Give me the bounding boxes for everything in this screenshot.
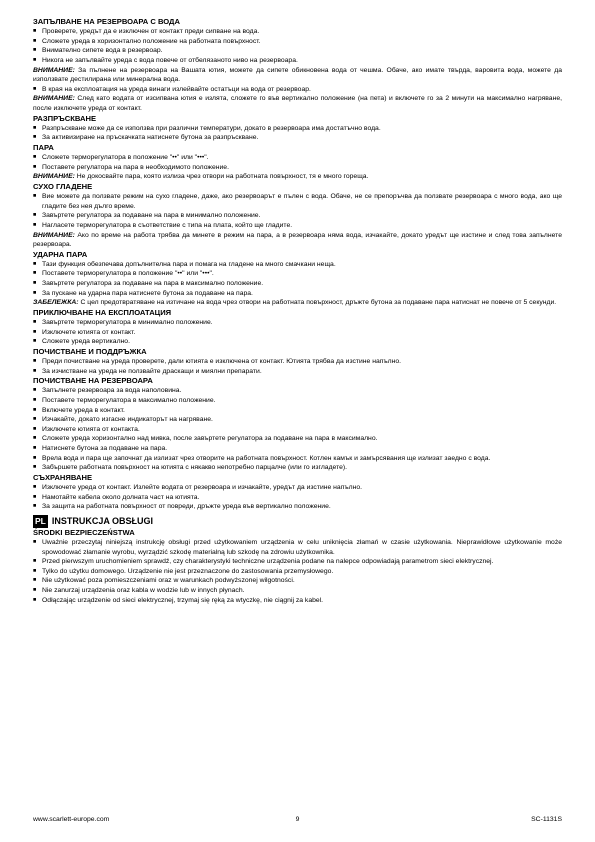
list-item: ■ Uważnie przeczytaj niniejszą instrukcję obsługi przed użytkowaniem urządzenia w celu uniknięcia złamań w czasie użytkowania. Nieprawidłowe użytkowanie może spowodować złamanie wyrobu, wyrządzić szkodę materialną lub szkodę na zdrowiu użytkownika. xyxy=(33,538,562,557)
section-title-storage: СЪХРАНЯВАНЕ xyxy=(33,472,93,482)
warning-text: За пълнене на резервоара на Вашата ютия, можете да сипете обикновена вода от чешма. Обаче, ако имате твърда, варовита вода, можете да използвате дестилирана или минерална вода. xyxy=(33,66,562,84)
list-item: ■ Odłączając urządzenie od sieci elektrycznej, trzymaj się ręką za wtyczkę, nie ciągnij za kabel. xyxy=(33,596,562,606)
warning-text: След като водата от изсипвана ютия е излята, сложете го във вертикално положение (на пета) и включете го за 2 минути на максимално нагряване, после изключете уреда от контакт. xyxy=(33,95,562,112)
list-item: ■ Изключете ютията от контакта. xyxy=(33,425,562,435)
list-item: ■ Nie użytkować poza pomieszczeniami oraz w warunkach podwyższonej wilgotności. xyxy=(33,576,562,586)
list-item: ■ Поставете терморегулатора в положение "••" или "•••". xyxy=(33,269,562,279)
list-item: ■ Tylko do użytku domowego. Urządzenie nie jest przeznaczone do zastosowania przemysłowego. xyxy=(33,567,562,577)
list-item: ■ За изчистване на уреда не ползвайте драскащи и миялни препарати. xyxy=(33,367,562,377)
instruction-title: INSTRUKCJA OBSŁUGI xyxy=(51,515,154,526)
warning-label: ВНИМАНИЕ: xyxy=(33,66,75,74)
document-page xyxy=(33,17,562,605)
warning-paragraph xyxy=(33,94,562,113)
warning-text: Не докосвайте пара, която излиза чрез отвори на работната повърхност, тя е много гореща. xyxy=(74,173,369,181)
list-item: ■ Преди почистване на уреда проверете, дали ютията е изключена от контакт. Ютията трябва да изстине напълно. xyxy=(33,357,562,367)
list-item: ■ Изчакайте, докато изгасне индикаторът на нагряване. xyxy=(33,415,562,425)
list-item: ■ Изключете ютията от контакт. xyxy=(33,328,562,338)
list-item: ■ За пускане на ударна пара натиснете бутона за подаване на пара. xyxy=(33,289,562,299)
list-item: ■ Сложете терморегулатора в положение "••" или "•••". xyxy=(33,153,562,163)
list-item: ■ Вие можете да ползвате режим на сухо гладене, даже, ако резервоарът е пълен с вода. Обаче, не се препоръчва да ползвате резервоара с много вода, ако ще гладите без нея дълго време. xyxy=(33,192,562,211)
section-title-dry-ironing: СУХО ГЛАДЕНЕ xyxy=(33,181,93,191)
warning-paragraph xyxy=(33,231,562,250)
section-title-safety: ŚRODKI BEZPIECZEŃSTWA xyxy=(33,527,135,537)
list-item: ■ Проверете, уредът да е изключен от контакт преди сипване на вода. xyxy=(33,27,562,37)
note-label: ЗАБЕЛЕЖКА: xyxy=(33,299,79,307)
list-item: ■ Сложете уреда вертикално. xyxy=(33,337,562,347)
section-title-cleaning: ПОЧИСТВАНЕ И ПОДДРЪЖКА xyxy=(33,346,147,356)
section-title-end-of-use: ПРИКЛЮЧВАНЕ НА ЕКСПЛОАТАЦИЯ xyxy=(33,307,172,317)
website-link[interactable]: www.scarlett-europe.com xyxy=(33,816,110,823)
list-item: ■ Тази функция обезпечава допълнителна пара и помага на гладене на много смачкани неща. xyxy=(33,260,562,270)
language-header-pl xyxy=(33,515,562,528)
warning-label: ВНИМАНИЕ: xyxy=(33,231,75,239)
list-item: ■ Сложете уреда хоризонтално над мивка, после завъртете регулатора за подаване на пара в максимално. xyxy=(33,434,562,444)
list-item: ■ Нагласете терморегулатора в съответствие с типа на плата, който ще гладите. xyxy=(33,221,562,231)
section-title-spraying: РАЗПРЪСКВАНЕ xyxy=(33,113,97,123)
model-number: SC-1131S xyxy=(531,816,562,823)
list-item: ■ Запълнете резервоара за вода наполовина. xyxy=(33,386,562,396)
list-item: ■ Завъртете терморегулатора в минимално положение. xyxy=(33,318,562,328)
list-item: ■ Никога не запълвайте уреда с вода повече от отбелязаното ниво на резервоара. xyxy=(33,56,562,66)
list-item: ■ Разпръскване може да се използва при различни температури, докато в резервоара има достатъчно вода. xyxy=(33,124,562,134)
list-item: ■ Внимателно сипете вода в резервоар. xyxy=(33,46,562,56)
warning-label: ВНИМАНИЕ: xyxy=(33,95,75,103)
section-title-steam: ПАРА xyxy=(33,142,54,152)
list-item: ■ Сложете уреда в хоризонтално положение на работната повърхност. xyxy=(33,37,562,47)
list-item: ■ Намотайте кабела около долната част на ютията. xyxy=(33,493,562,503)
page-number: 9 xyxy=(295,816,300,823)
list-item: ■ Nie zanurzaj urządzenia oraz kabla w wodzie lub w innych płynach. xyxy=(33,586,562,596)
list-item: ■ Завъртете регулатора за подаване на пара в максимално положение. xyxy=(33,279,562,289)
list-item: ■ Забършете работната повърхност на ютията с някакво непотребно парцалче (или го изгладете). xyxy=(33,463,562,473)
list-item: ■ Поставете регулатора на пара в необходимото положение. xyxy=(33,163,562,173)
list-item: ■ За активизиране на пръскачката натиснете бутона за разпръскване. xyxy=(33,133,562,143)
list-item: ■ В края на експлоатация на уреда винаги излейвайте остатъци на вода от резервоар. xyxy=(33,85,562,95)
warning-paragraph xyxy=(33,66,562,85)
list-item: ■ Przed pierwszym uruchomieniem sprawdź, czy charakterystyki techniczne urządzenia podane na nalepce odpowiadają parametrom sieci elektrycznej. xyxy=(33,557,562,567)
section-title-filling: ЗАПЪЛВАНЕ НА РЕЗЕРВОАРА С ВОДА xyxy=(33,17,180,26)
warning-label: ВНИМАНИЕ: xyxy=(33,173,75,181)
note-text: С цел предотвратяване на изтичане на вода чрез отвори на работната повърхност, дръжте бутона за подаване пара натиснат не повече от 5 секунди. xyxy=(78,299,557,307)
section-title-steam-burst: УДАРНА ПАРА xyxy=(33,249,88,259)
list-item: ■ Включете уреда в контакт. xyxy=(33,406,562,416)
list-item: ■ Врела вода и пара ще започнат да излизат чрез отворите на работната повърхност. Котлен камък и замърсявания ще излизат заедно с вода. xyxy=(33,454,562,464)
list-item: ■ Завъртете регулатора за подаване на пара в минимално положение. xyxy=(33,211,562,221)
note-paragraph xyxy=(33,298,562,308)
list-item: ■ Натиснете бутона за подаване на пара. xyxy=(33,444,562,454)
warning-text: Ако по време на работа трябва да минете в режим на пара, а в резервоара няма вода, изчакайте, докато уредът ще изстине и след това запълнете резервоара. xyxy=(33,231,562,249)
list-item: ■ Поставете терморегулатора в максимално положение. xyxy=(33,396,562,406)
section-title-tank-cleaning: ПОЧИСТВАНЕ НА РЕЗЕРВОАРА xyxy=(33,376,153,386)
language-badge: PL xyxy=(35,515,46,526)
list-item: ■ Изключете уреда от контакт. Излейте водата от резервоара и изчакайте, уредът да изстине напълно. xyxy=(33,483,562,493)
list-item: ■ За защита на работната повърхност от повреди, дръжте уреда във вертикално положение. xyxy=(33,502,562,512)
warning-paragraph xyxy=(33,172,562,182)
